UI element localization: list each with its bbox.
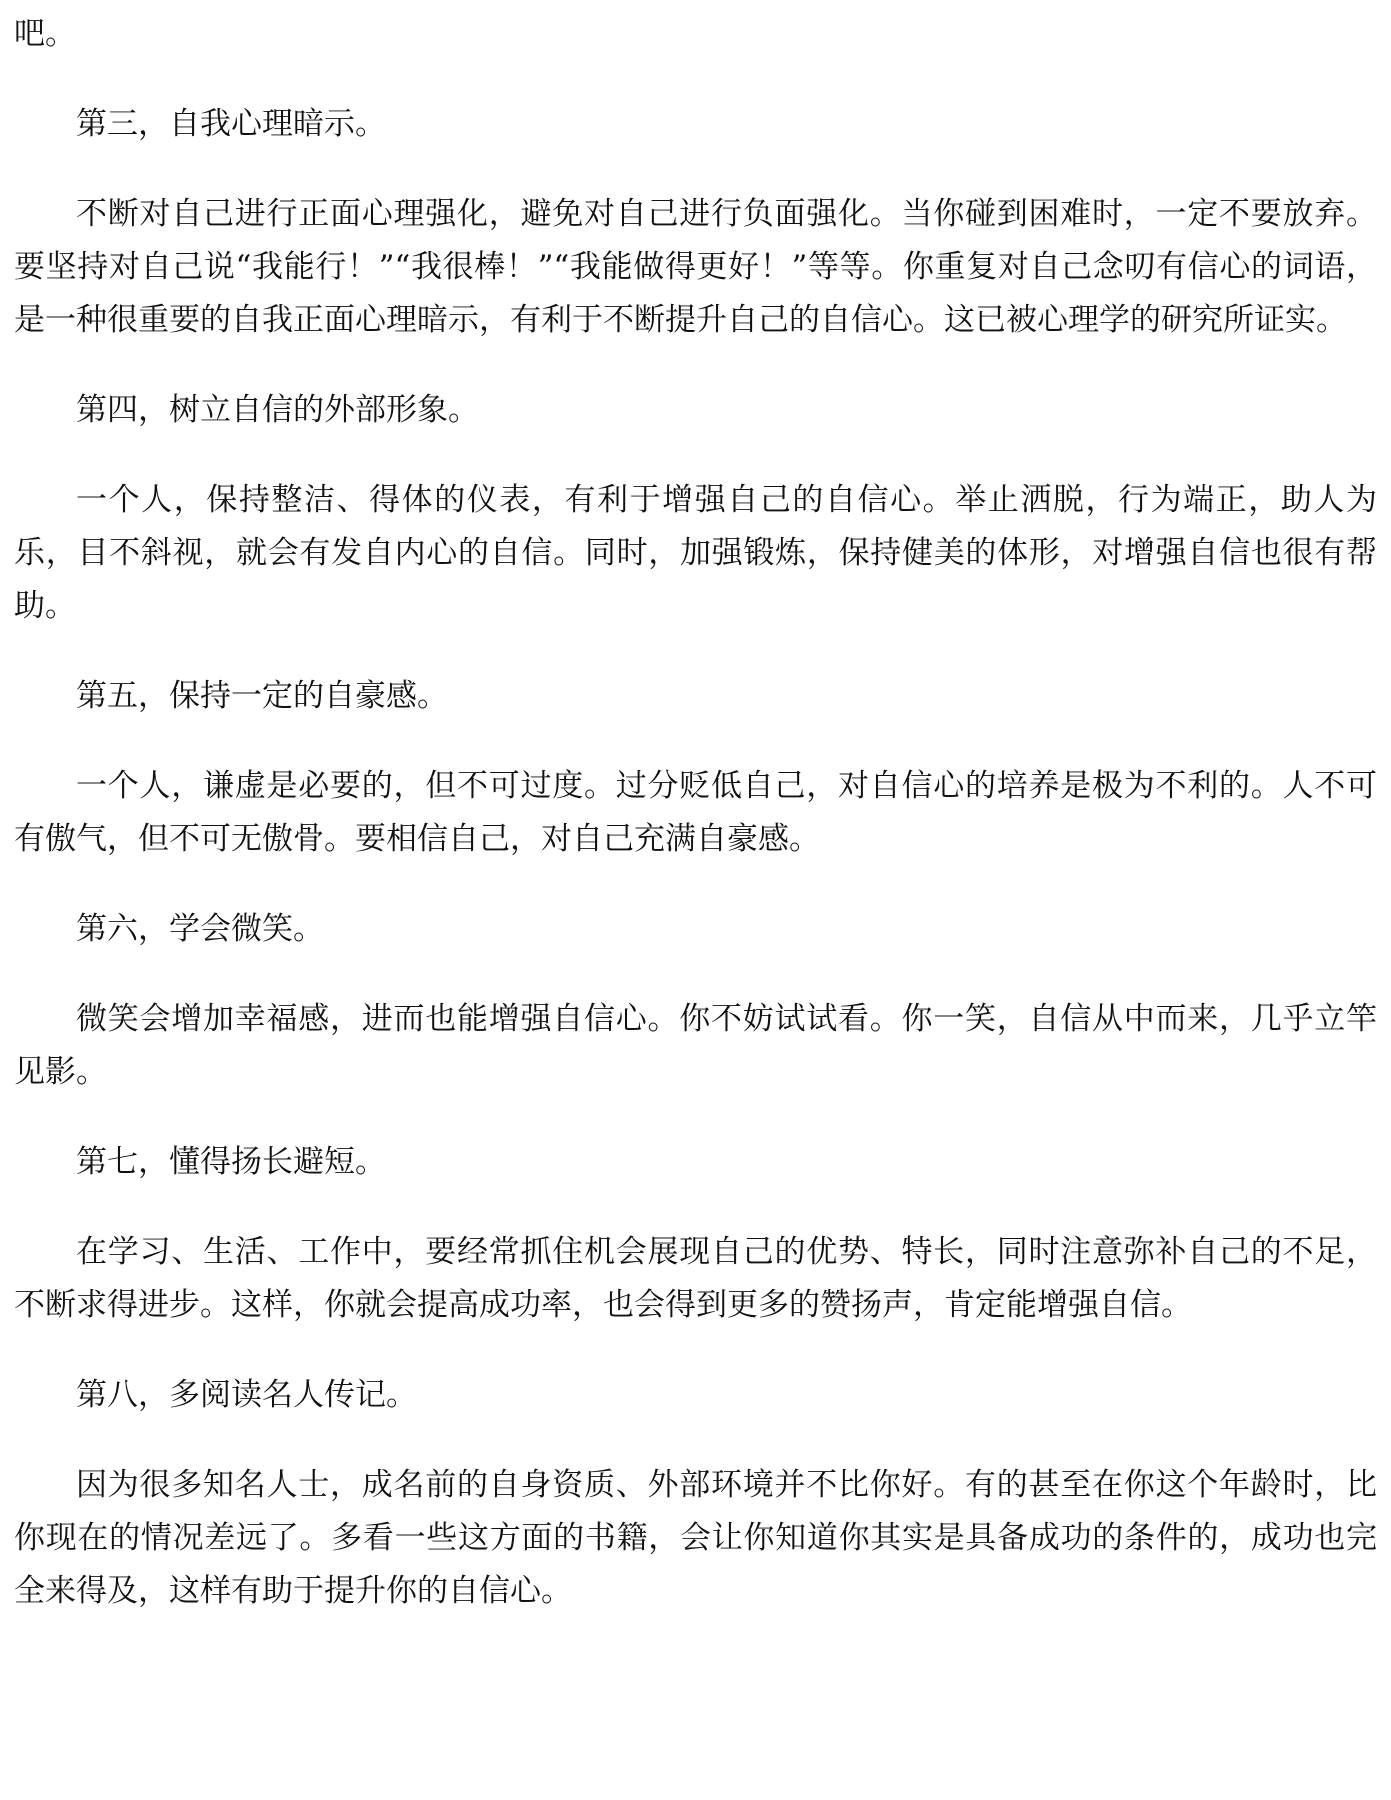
- section-heading-5: 第五，保持一定的自豪感。: [76, 678, 448, 714]
- paragraph-4: 一个人，保持整洁、得体的仪表，有利于增强自己的自信心。举止洒脱，行为端正，助人为乐，目不斜视，就会有发自内心的自信。同时，加强锻炼，保持健美的体形，对增强自信也很有帮助。: [14, 482, 1377, 624]
- section-heading-8: 第八，多阅读名人传记。: [76, 1377, 417, 1413]
- paragraph-6: 微笑会增加幸福感，进而也能增强自信心。你不妨试试看。你一笑，自信从中而来，几乎立竿见影。: [14, 1001, 1377, 1090]
- paragraph-continuation: 吧。: [14, 16, 76, 52]
- section-heading-4: 第四，树立自信的外部形象。: [76, 392, 479, 428]
- paragraph-3: 不断对自己进行正面心理强化，避免对自己进行负面强化。当你碰到困难时，一定不要放弃。要坚持对自己说“我能行！”“我很棒！”“我能做得更好！”等等。你重复对自己念叨有信心的词语，是一种很重要的自我正面心理暗示，有利于不断提升自己的自信心。这已被心理学的研究所证实。: [14, 196, 1377, 338]
- section-heading-3: 第三，自我心理暗示。: [76, 106, 386, 142]
- paragraph-8: 因为很多知名人士，成名前的自身资质、外部环境并不比你好。有的甚至在你这个年龄时，比你现在的情况差远了。多看一些这方面的书籍，会让你知道你其实是具备成功的条件的，成功也完全来得及，这样有助于提升你的自信心。: [14, 1467, 1377, 1609]
- document-page: [14, 8, 1377, 1655]
- paragraph-7: 在学习、生活、工作中，要经常抓住机会展现自己的优势、特长，同时注意弥补自己的不足，不断求得进步。这样，你就会提高成功率，也会得到更多的赞扬声，肯定能增强自信。: [14, 1234, 1377, 1323]
- paragraph-5: 一个人，谦虚是必要的，但不可过度。过分贬低自己，对自信心的培养是极为不利的。人不可有傲气，但不可无傲骨。要相信自己，对自己充满自豪感。: [14, 768, 1377, 857]
- section-heading-6: 第六，学会微笑。: [76, 911, 324, 947]
- section-heading-7: 第七，懂得扬长避短。: [76, 1144, 386, 1180]
